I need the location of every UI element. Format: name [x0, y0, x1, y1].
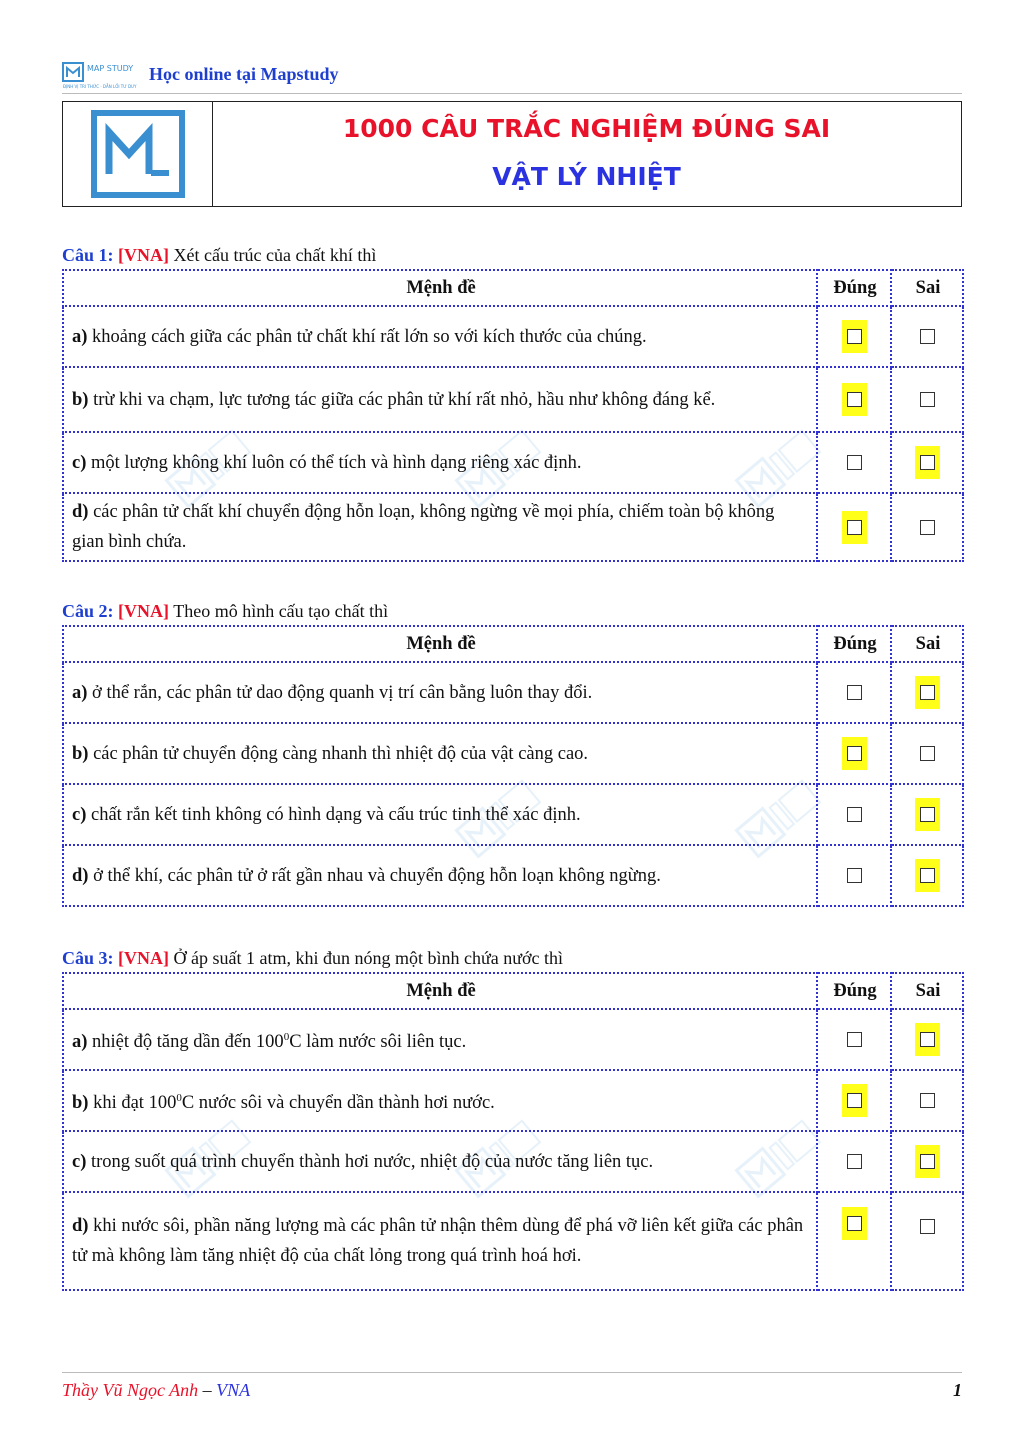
table-row: [63, 662, 963, 723]
item-text-before: nhiệt độ tăng dần đến 100: [92, 1032, 284, 1053]
item-text: các phân tử chuyển động càng nhanh thì nhiệt độ của vật càng cao.: [93, 743, 589, 764]
question-1: [62, 241, 962, 562]
checkbox-true[interactable]: [847, 868, 862, 883]
checkbox-true[interactable]: [847, 392, 862, 407]
answer-highlight: [842, 511, 867, 544]
checkbox-true[interactable]: [847, 1154, 862, 1169]
answer-highlight: [842, 737, 867, 770]
footer-author: Thầy Vũ Ngọc Anh: [62, 1380, 199, 1400]
answer-highlight: [915, 859, 940, 892]
table-row: [63, 1009, 963, 1070]
question-title: [62, 944, 962, 972]
header-text: Học online tại Mapstudy: [149, 64, 339, 84]
item-label: a): [72, 1032, 88, 1053]
item-text: trừ khi va chạm, lực tương tác giữa các phân tử khí rất nhỏ, hầu như không đáng kể.: [93, 389, 716, 410]
table-row: [63, 845, 963, 906]
checkbox-true[interactable]: [847, 1032, 862, 1047]
item-text-after: C làm nước sôi liên tục.: [289, 1032, 467, 1053]
table-row: [63, 367, 963, 432]
answer-table: [62, 972, 964, 1291]
item-label: b): [72, 743, 89, 764]
page-number: 1: [953, 1380, 962, 1400]
checkbox-true[interactable]: [847, 329, 862, 344]
title-logo-cell: [63, 102, 213, 206]
item-text: các phân tử chất khí chuyển động hỗn loạn, không ngừng về mọi phía, chiếm toàn bộ không gian bình chứa.: [72, 502, 775, 552]
item-text: ở thể rắn, các phân tử dao động quanh vị trí cân bằng luôn thay đổi.: [92, 682, 593, 703]
superscript: 0: [283, 1030, 290, 1043]
checkbox-true[interactable]: [847, 455, 862, 470]
item-label: b): [72, 1093, 89, 1114]
svg-text:ĐỊNH VỊ TRI THỨC · DẪN LỐI TƯ: ĐỊNH VỊ TRI THỨC · DẪN LỐI TƯ DUY: [63, 84, 137, 89]
checkbox-false[interactable]: [920, 455, 935, 470]
answer-table: [62, 269, 964, 562]
checkbox-true[interactable]: [847, 807, 862, 822]
checkbox-true[interactable]: [847, 1093, 862, 1108]
item-text: ở thể khí, các phân tử ở rất gần nhau và chuyển động hỗn loạn không ngừng.: [93, 865, 661, 886]
page-footer: [62, 1380, 962, 1401]
item-label: c): [72, 452, 87, 473]
logo-text-map: MAP STUDY: [87, 64, 134, 73]
answer-highlight: [842, 383, 867, 416]
item-label: c): [72, 804, 87, 825]
checkbox-false[interactable]: [920, 685, 935, 700]
checkbox-false[interactable]: [920, 868, 935, 883]
question-title: [62, 241, 962, 269]
answer-highlight: [915, 1145, 940, 1178]
checkbox-false[interactable]: [920, 392, 935, 407]
header-divider: [62, 93, 962, 94]
table-row: [63, 493, 963, 561]
table-row: [63, 723, 963, 784]
item-label: a): [72, 682, 88, 703]
answer-highlight: [915, 798, 940, 831]
footer-code: VNA: [216, 1380, 251, 1400]
answer-highlight: [915, 676, 940, 709]
footer-separator: –: [198, 1380, 217, 1400]
header-true: Đúng: [817, 626, 891, 662]
question-number: Câu 3:: [62, 948, 114, 968]
question-tag: [VNA]: [118, 245, 170, 265]
question-tag: [VNA]: [118, 948, 170, 968]
question-title: [62, 597, 962, 625]
item-text: khoảng cách giữa các phân tử chất khí rất lớn so với kích thước của chúng.: [92, 326, 647, 347]
question-prompt: Theo mô hình cấu tạo chất thì: [173, 601, 389, 621]
question-2: [62, 597, 962, 907]
header-false: Sai: [891, 626, 963, 662]
header-statement: Mệnh đề: [63, 973, 817, 1009]
item-text-before: khi đạt 100: [93, 1093, 177, 1114]
item-label: b): [72, 389, 89, 410]
checkbox-false[interactable]: [920, 329, 935, 344]
question-number: Câu 2:: [62, 601, 114, 621]
answer-highlight: [915, 446, 940, 479]
question-tag: [VNA]: [118, 601, 170, 621]
item-label: d): [72, 865, 89, 886]
mapstudy-m-logo-icon: [91, 110, 185, 198]
checkbox-false[interactable]: [920, 520, 935, 535]
superscript: 0: [176, 1091, 182, 1104]
item-text: khi nước sôi, phần năng lượng mà các phân tử nhận thêm dùng để phá vỡ liên kết giữa các phân tử mà không làm tăng nhiệt độ của chất lỏng trong quá trình hoá hơi.: [72, 1216, 804, 1266]
title-line-1: 1000 CÂU TRẮC NGHIỆM ĐÚNG SAI: [342, 114, 831, 143]
header-true: Đúng: [817, 973, 891, 1009]
checkbox-false[interactable]: [920, 1032, 935, 1047]
question-prompt: Xét cấu trúc của chất khí thì: [173, 245, 377, 265]
checkbox-false[interactable]: [920, 746, 935, 761]
table-row: [63, 306, 963, 367]
header-statement: Mệnh đề: [63, 270, 817, 306]
checkbox-true[interactable]: [847, 1216, 862, 1231]
item-label: c): [72, 1151, 87, 1172]
header-false: Sai: [891, 973, 963, 1009]
table-row: [63, 1192, 963, 1290]
header-false: Sai: [891, 270, 963, 306]
mapstudy-logo-icon: [62, 60, 140, 90]
title-box: [62, 101, 962, 207]
checkbox-true[interactable]: [847, 685, 862, 700]
item-text: một lượng không khí luôn có thể tích và hình dạng riêng xác định.: [91, 452, 582, 473]
checkbox-false[interactable]: [920, 1093, 935, 1108]
header-true: Đúng: [817, 270, 891, 306]
question-number: Câu 1:: [62, 245, 114, 265]
question-3: [62, 944, 962, 1291]
table-row: [63, 1131, 963, 1192]
table-row: [63, 784, 963, 845]
checkbox-false[interactable]: [920, 807, 935, 822]
answer-highlight: [842, 1084, 867, 1117]
table-row: [63, 1070, 963, 1131]
title-line-2: VẬT LÝ NHIỆT: [492, 162, 681, 191]
header-statement: Mệnh đề: [63, 626, 817, 662]
item-label: a): [72, 326, 88, 347]
item-text: trong suốt quá trình chuyển thành hơi nước, nhiệt độ của nước tăng liên tục.: [91, 1151, 654, 1172]
checkbox-false[interactable]: [920, 1219, 935, 1234]
answer-highlight: [915, 1023, 940, 1056]
footer-divider: [62, 1372, 962, 1373]
checkbox-true[interactable]: [847, 520, 862, 535]
question-prompt: Ở áp suất 1 atm, khi đun nóng một bình chứa nước thì: [173, 948, 563, 968]
item-label: d): [72, 1216, 89, 1236]
item-label: d): [72, 502, 89, 522]
item-text-after: C nước sôi và chuyển dần thành hơi nước.: [181, 1093, 495, 1114]
table-row: [63, 432, 963, 493]
checkbox-false[interactable]: [920, 1154, 935, 1169]
answer-highlight: [842, 1207, 867, 1240]
item-text: chất rắn kết tinh không có hình dạng và cấu trúc tinh thể xác định.: [91, 804, 581, 825]
page-header: [62, 58, 962, 92]
checkbox-true[interactable]: [847, 746, 862, 761]
answer-table: [62, 625, 964, 907]
answer-highlight: [842, 320, 867, 353]
